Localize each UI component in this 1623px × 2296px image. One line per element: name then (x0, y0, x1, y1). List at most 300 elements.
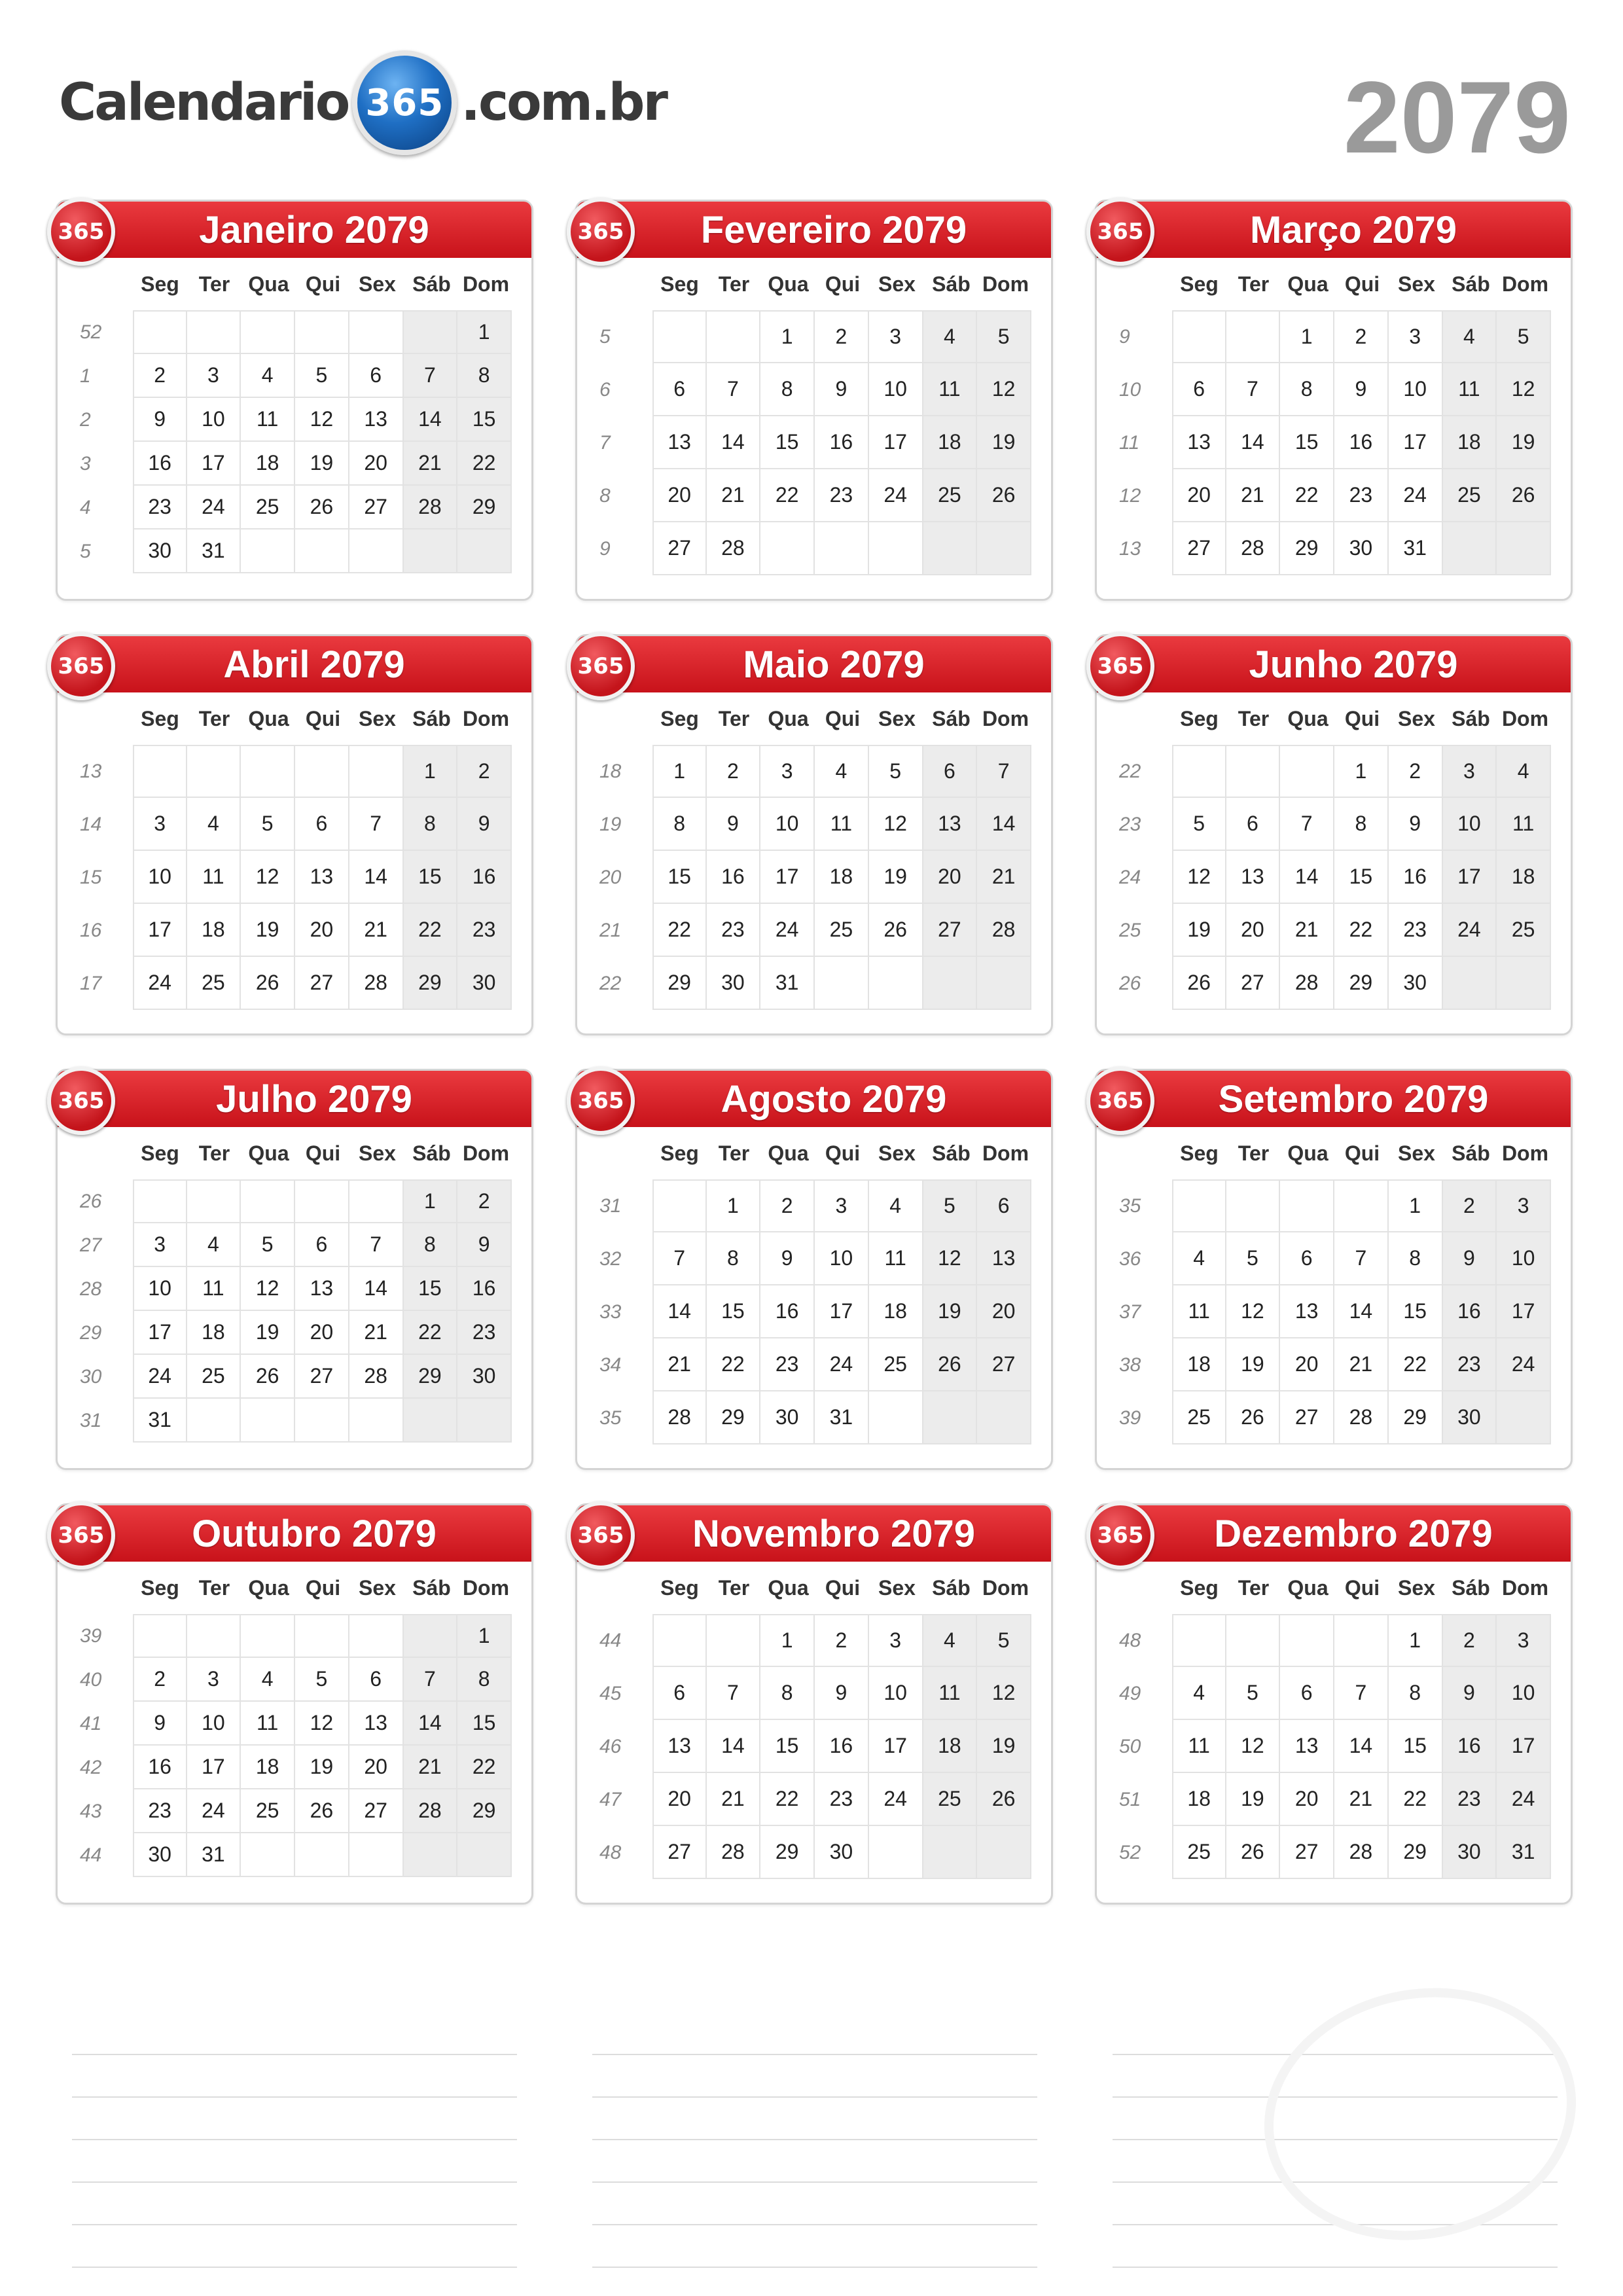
week-number: 9 (599, 537, 611, 560)
week-row (1116, 1285, 1551, 1338)
day-cell: 15 (404, 851, 458, 904)
week-number: 26 (80, 1190, 102, 1212)
weekday-label: Seg (141, 272, 179, 296)
day-cell: 13 (1280, 1285, 1334, 1338)
day-cell: 14 (349, 1267, 404, 1311)
day-cell: 23 (1389, 904, 1443, 957)
week-row (597, 745, 1031, 798)
day-cell: 13 (1280, 1720, 1334, 1773)
day-cell: 20 (295, 1311, 349, 1355)
day-cell: 16 (815, 416, 869, 469)
day-cell: 14 (977, 798, 1031, 851)
empty-day-cell (349, 529, 404, 573)
day-cell: 24 (760, 904, 815, 957)
week-number: 8 (599, 484, 611, 507)
week-number: 7 (599, 431, 611, 454)
day-cell: 16 (760, 1285, 815, 1338)
day-cell: 5 (977, 1614, 1031, 1667)
day-cell: 6 (349, 354, 404, 398)
day-cell: 1 (652, 745, 707, 798)
week-number: 21 (599, 919, 622, 941)
weeks-table (1116, 310, 1551, 575)
day-cell: 30 (457, 1355, 512, 1399)
day-cell: 11 (187, 1267, 241, 1311)
empty-day-cell (295, 1399, 349, 1443)
day-cell: 20 (349, 442, 404, 486)
month-header (58, 1071, 531, 1127)
week-number: 46 (599, 1735, 622, 1757)
day-cell: 1 (404, 1179, 458, 1223)
day-cell: 23 (1443, 1338, 1497, 1391)
day-cell: 13 (295, 1267, 349, 1311)
day-cell: 15 (1389, 1720, 1443, 1773)
day-cell: 10 (869, 363, 923, 416)
day-cell: 24 (1389, 469, 1443, 522)
day-cell: 11 (241, 398, 295, 442)
day-cell: 19 (1172, 904, 1226, 957)
day-cell: 21 (1226, 469, 1281, 522)
weekday-label: Sáb (932, 272, 971, 296)
day-cell: 11 (1172, 1720, 1226, 1773)
day-cell: 13 (977, 1232, 1031, 1285)
weekday-label: Qua (768, 707, 809, 730)
day-cell: 17 (133, 1311, 187, 1355)
day-cell: 6 (1226, 798, 1281, 851)
day-cell: 9 (1443, 1232, 1497, 1285)
day-cell: 4 (1443, 310, 1497, 363)
note-line (1113, 2225, 1558, 2268)
note-line (592, 2140, 1037, 2183)
day-cell: 8 (1334, 798, 1389, 851)
day-cell: 9 (133, 1702, 187, 1746)
week-row (1116, 1232, 1551, 1285)
day-cell: 30 (133, 1833, 187, 1877)
day-cell: 19 (241, 1311, 295, 1355)
day-cell: 24 (1497, 1773, 1551, 1826)
month-header (577, 1505, 1051, 1562)
day-cell: 7 (1226, 363, 1281, 416)
month-title: Fevereiro 2079 (700, 208, 967, 251)
day-cell: 17 (187, 1746, 241, 1789)
weekday-label: Ter (718, 707, 750, 730)
month-365-badge-icon: 365 (567, 198, 635, 266)
month-header (577, 202, 1051, 258)
weeks-table (77, 1614, 512, 1877)
week-number: 3 (80, 452, 91, 475)
empty-day-cell (869, 1826, 923, 1879)
weekday-label: Sex (359, 1141, 396, 1165)
week-row (77, 442, 512, 486)
day-cell: 11 (923, 1667, 978, 1720)
day-cell: 24 (187, 486, 241, 529)
empty-day-cell (1334, 1614, 1389, 1667)
weeks-table (1116, 1614, 1551, 1879)
day-cell: 28 (1226, 522, 1281, 575)
day-cell: 31 (1497, 1826, 1551, 1879)
day-cell: 10 (815, 1232, 869, 1285)
day-cell: 14 (1334, 1720, 1389, 1773)
day-cell: 6 (652, 1667, 707, 1720)
empty-day-cell (1226, 1614, 1281, 1667)
day-cell: 19 (977, 416, 1031, 469)
day-cell: 1 (707, 1179, 761, 1232)
empty-day-cell (241, 1614, 295, 1658)
day-cell: 24 (815, 1338, 869, 1391)
empty-day-cell (457, 1399, 512, 1443)
day-cell: 16 (457, 851, 512, 904)
day-cell: 8 (760, 1667, 815, 1720)
month-header (577, 1071, 1051, 1127)
day-cell: 24 (133, 1355, 187, 1399)
day-cell: 3 (133, 1223, 187, 1267)
week-number: 26 (1119, 972, 1141, 994)
week-row (597, 904, 1031, 957)
week-row (1116, 1338, 1551, 1391)
day-cell: 5 (295, 354, 349, 398)
logo-text-right: .com.br (461, 73, 666, 132)
day-cell: 24 (869, 1773, 923, 1826)
day-cell: 12 (923, 1232, 978, 1285)
weekday-label: Sex (1398, 707, 1435, 730)
empty-day-cell (457, 1833, 512, 1877)
day-cell: 1 (760, 1614, 815, 1667)
day-cell: 20 (295, 904, 349, 957)
day-cell: 26 (1226, 1391, 1281, 1444)
week-row (597, 1179, 1031, 1232)
week-row (597, 1826, 1031, 1879)
day-cell: 27 (1280, 1391, 1334, 1444)
week-number: 12 (1119, 484, 1141, 507)
day-cell: 21 (977, 851, 1031, 904)
day-cell: 22 (457, 1746, 512, 1789)
day-cell: 2 (815, 310, 869, 363)
weekday-label: Dom (462, 1141, 510, 1165)
day-cell: 6 (349, 1658, 404, 1702)
day-cell: 30 (1334, 522, 1389, 575)
weekday-label: Ter (198, 272, 230, 296)
month-title: Maio 2079 (743, 643, 925, 686)
weekday-label: Qua (1287, 272, 1329, 296)
day-cell: 17 (760, 851, 815, 904)
day-cell: 18 (1443, 416, 1497, 469)
day-cell: 8 (1389, 1667, 1443, 1720)
day-cell: 6 (1280, 1667, 1334, 1720)
day-cell: 7 (404, 1658, 458, 1702)
week-number: 35 (599, 1407, 622, 1429)
day-cell: 17 (133, 904, 187, 957)
empty-day-cell (133, 1614, 187, 1658)
month-365-badge-icon: 365 (47, 1501, 115, 1570)
weekday-label: Dom (982, 1576, 1029, 1600)
day-cell: 1 (1334, 745, 1389, 798)
weekday-label: Sáb (932, 1576, 971, 1600)
day-cell: 22 (404, 904, 458, 957)
day-cell: 28 (977, 904, 1031, 957)
week-number: 10 (1119, 378, 1141, 401)
day-cell: 31 (815, 1391, 869, 1444)
day-cell: 15 (1389, 1285, 1443, 1338)
week-number: 48 (599, 1841, 622, 1863)
day-cell: 12 (1226, 1720, 1281, 1773)
empty-day-cell (1280, 1179, 1334, 1232)
week-row (1116, 310, 1551, 363)
day-cell: 23 (1334, 469, 1389, 522)
weekday-label: Qui (1344, 1141, 1380, 1165)
day-cell: 25 (815, 904, 869, 957)
day-cell: 19 (295, 442, 349, 486)
week-row (1116, 1720, 1551, 1773)
day-cell: 28 (404, 1789, 458, 1833)
day-cell: 15 (1334, 851, 1389, 904)
day-cell: 25 (923, 1773, 978, 1826)
week-number: 5 (80, 540, 91, 562)
weekday-label: Dom (982, 272, 1029, 296)
weekday-label: Sex (1398, 1576, 1435, 1600)
day-cell: 26 (869, 904, 923, 957)
weekday-label: Qui (1344, 707, 1380, 730)
month-365-badge-icon: 365 (567, 632, 635, 700)
day-cell: 25 (187, 957, 241, 1010)
day-cell: 31 (760, 957, 815, 1010)
day-cell: 30 (1443, 1826, 1497, 1879)
week-number: 52 (80, 321, 102, 343)
day-cell: 5 (295, 1658, 349, 1702)
weekday-label: Qua (248, 707, 289, 730)
month-365-badge-icon: 365 (1086, 632, 1154, 700)
week-row (1116, 798, 1551, 851)
day-cell: 9 (133, 398, 187, 442)
day-cell: 10 (187, 1702, 241, 1746)
weekday-label: Seg (141, 1576, 179, 1600)
day-cell: 15 (1280, 416, 1334, 469)
day-cell: 19 (1226, 1773, 1281, 1826)
week-row (77, 1833, 512, 1877)
day-cell: 14 (1280, 851, 1334, 904)
week-number: 31 (80, 1409, 102, 1431)
day-cell: 12 (869, 798, 923, 851)
weekday-label: Seg (141, 707, 179, 730)
empty-day-cell (349, 1614, 404, 1658)
weekday-label: Qua (248, 272, 289, 296)
week-number: 43 (80, 1800, 102, 1822)
day-cell: 4 (187, 798, 241, 851)
day-cell: 10 (133, 851, 187, 904)
weekday-label: Dom (462, 707, 510, 730)
week-row (1116, 1614, 1551, 1667)
day-cell: 29 (457, 486, 512, 529)
week-row (77, 1789, 512, 1833)
week-row (597, 469, 1031, 522)
weekday-label: Sáb (932, 707, 971, 730)
weekday-label: Qui (305, 1141, 341, 1165)
empty-day-cell (241, 310, 295, 354)
weekday-label: Sáb (1452, 1576, 1490, 1600)
day-cell: 10 (187, 398, 241, 442)
weeks-table (1116, 745, 1551, 1010)
day-cell: 1 (1389, 1179, 1443, 1232)
month-365-badge-icon: 365 (47, 198, 115, 266)
day-cell: 11 (923, 363, 978, 416)
empty-day-cell (187, 1399, 241, 1443)
empty-day-cell (707, 310, 761, 363)
week-row (1116, 957, 1551, 1010)
day-cell: 16 (133, 442, 187, 486)
day-cell: 14 (707, 416, 761, 469)
month-title: Março 2079 (1250, 208, 1457, 251)
week-number: 16 (80, 919, 102, 941)
week-row (597, 1667, 1031, 1720)
day-cell: 9 (707, 798, 761, 851)
day-cell: 19 (241, 904, 295, 957)
empty-day-cell (404, 310, 458, 354)
week-row (597, 310, 1031, 363)
empty-day-cell (977, 1826, 1031, 1879)
weekday-label: Seg (660, 1141, 699, 1165)
month-title: Outubro 2079 (192, 1512, 437, 1555)
weekday-header-row (652, 707, 1033, 731)
weekday-label: Sex (1398, 1141, 1435, 1165)
day-cell: 4 (1172, 1667, 1226, 1720)
day-cell: 18 (241, 442, 295, 486)
day-cell: 3 (133, 798, 187, 851)
weekday-label: Seg (660, 272, 699, 296)
day-cell: 16 (707, 851, 761, 904)
day-cell: 7 (349, 1223, 404, 1267)
empty-day-cell (1172, 1179, 1226, 1232)
site-logo[interactable] (59, 47, 666, 158)
day-cell: 4 (1497, 745, 1551, 798)
empty-day-cell (295, 1179, 349, 1223)
month-header (1097, 1071, 1571, 1127)
day-cell: 2 (760, 1179, 815, 1232)
empty-day-cell (349, 1179, 404, 1223)
month-card (575, 1069, 1053, 1470)
logo-text-left: Calendario (59, 73, 349, 132)
day-cell: 3 (187, 1658, 241, 1702)
day-cell: 10 (869, 1667, 923, 1720)
week-number: 23 (1119, 813, 1141, 835)
day-cell: 11 (869, 1232, 923, 1285)
day-cell: 12 (1172, 851, 1226, 904)
empty-day-cell (923, 957, 978, 1010)
month-card (575, 634, 1053, 1035)
day-cell: 10 (1497, 1667, 1551, 1720)
day-cell: 13 (349, 398, 404, 442)
month-title: Dezembro 2079 (1214, 1512, 1493, 1555)
empty-day-cell (1280, 745, 1334, 798)
weekday-label: Seg (1180, 272, 1219, 296)
day-cell: 12 (295, 1702, 349, 1746)
day-cell: 8 (1280, 363, 1334, 416)
day-cell: 19 (869, 851, 923, 904)
weekday-label: Seg (1180, 1141, 1219, 1165)
month-header (1097, 1505, 1571, 1562)
day-cell: 29 (1389, 1391, 1443, 1444)
week-number: 39 (1119, 1407, 1141, 1429)
day-cell: 22 (760, 1773, 815, 1826)
day-cell: 7 (707, 363, 761, 416)
day-cell: 23 (707, 904, 761, 957)
month-card (575, 1503, 1053, 1905)
weekday-label: Seg (1180, 707, 1219, 730)
day-cell: 15 (457, 1702, 512, 1746)
week-row (77, 1614, 512, 1658)
day-cell: 26 (295, 486, 349, 529)
weekday-label: Ter (1238, 707, 1270, 730)
empty-day-cell (815, 522, 869, 575)
empty-day-cell (404, 1833, 458, 1877)
empty-day-cell (187, 1614, 241, 1658)
day-cell: 22 (1334, 904, 1389, 957)
week-row (77, 957, 512, 1010)
day-cell: 22 (457, 442, 512, 486)
weekday-label: Seg (1180, 1576, 1219, 1600)
day-cell: 15 (760, 1720, 815, 1773)
empty-day-cell (1226, 745, 1281, 798)
day-cell: 30 (760, 1391, 815, 1444)
weekday-label: Sáb (412, 1141, 451, 1165)
day-cell: 29 (404, 957, 458, 1010)
day-cell: 2 (1443, 1179, 1497, 1232)
day-cell: 5 (1497, 310, 1551, 363)
empty-day-cell (241, 745, 295, 798)
week-number: 29 (80, 1321, 102, 1344)
notes-column-1 (72, 2013, 517, 2268)
day-cell: 15 (707, 1285, 761, 1338)
day-cell: 20 (652, 1773, 707, 1826)
day-cell: 14 (707, 1720, 761, 1773)
day-cell: 29 (404, 1355, 458, 1399)
logo-365-badge: 365 (352, 50, 457, 155)
day-cell: 9 (457, 798, 512, 851)
week-number: 15 (80, 866, 102, 888)
weeks-table (77, 1179, 512, 1443)
week-row (597, 957, 1031, 1010)
day-cell: 22 (707, 1338, 761, 1391)
weekday-label: Sex (359, 707, 396, 730)
day-cell: 14 (349, 851, 404, 904)
day-cell: 6 (1280, 1232, 1334, 1285)
week-row (77, 1179, 512, 1223)
day-cell: 26 (923, 1338, 978, 1391)
week-row (77, 310, 512, 354)
note-line (72, 2183, 517, 2225)
week-number: 47 (599, 1788, 622, 1810)
day-cell: 1 (457, 310, 512, 354)
day-cell: 2 (133, 354, 187, 398)
day-cell: 1 (457, 1614, 512, 1658)
month-header (58, 636, 531, 692)
day-cell: 6 (295, 1223, 349, 1267)
weekday-header-row (133, 272, 513, 296)
week-row (77, 1223, 512, 1267)
weekday-label: Dom (462, 272, 510, 296)
day-cell: 29 (707, 1391, 761, 1444)
day-cell: 6 (652, 363, 707, 416)
day-cell: 18 (1172, 1773, 1226, 1826)
empty-day-cell (869, 957, 923, 1010)
day-cell: 29 (760, 1826, 815, 1879)
day-cell: 27 (295, 957, 349, 1010)
day-cell: 31 (1389, 522, 1443, 575)
day-cell: 25 (187, 1355, 241, 1399)
day-cell: 26 (977, 1773, 1031, 1826)
week-number: 41 (80, 1712, 102, 1734)
day-cell: 19 (923, 1285, 978, 1338)
day-cell: 31 (187, 1833, 241, 1877)
empty-day-cell (1226, 310, 1281, 363)
day-cell: 14 (1334, 1285, 1389, 1338)
